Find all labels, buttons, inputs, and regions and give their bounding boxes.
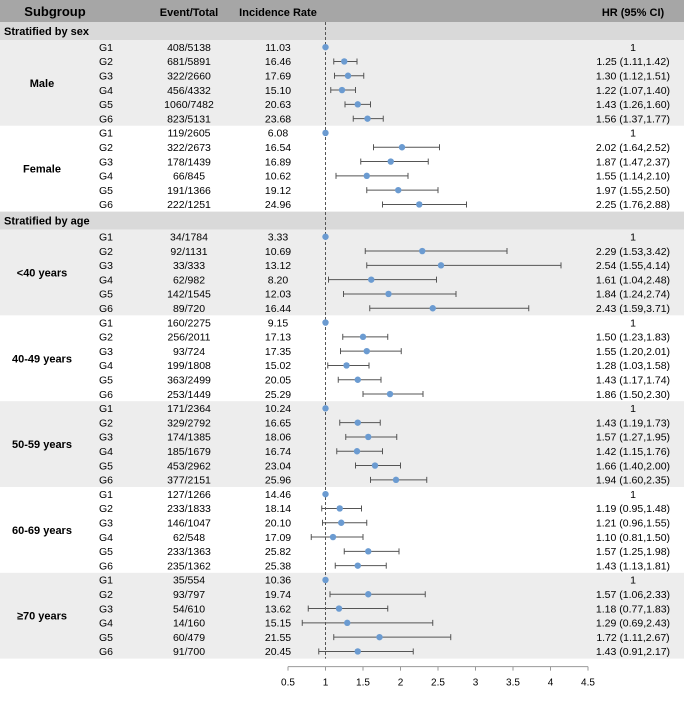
row-incidence-rate: 25.82	[264, 546, 292, 559]
header-bar	[0, 0, 684, 22]
row-hr-text: 1.57 (1.27,1.95)	[595, 431, 671, 444]
row-event-total: 191/1366	[167, 184, 211, 197]
group-label: 50-59 years	[12, 439, 72, 452]
row-group-code: G5	[98, 99, 114, 112]
row-group-code: G1	[98, 488, 114, 501]
hr-point	[364, 173, 370, 179]
row-hr-text: 1.30 (1.12,1.51)	[595, 70, 671, 83]
hr-point	[344, 620, 350, 626]
hr-point	[395, 187, 401, 193]
row-event-total: 823/5131	[167, 113, 211, 126]
row-event-total: 127/1266	[167, 488, 211, 501]
row-group-code: G3	[98, 431, 114, 444]
row-group-code: G4	[98, 360, 114, 373]
row-incidence-rate: 8.20	[267, 274, 289, 287]
row-event-total: 322/2660	[167, 70, 211, 83]
x-tick-label: 1	[322, 677, 329, 689]
x-tick-label: 0.5	[281, 677, 295, 689]
hr-point	[416, 201, 422, 207]
row-hr-text: 1.97 (1.55,2.50)	[595, 184, 671, 197]
row-incidence-rate: 3.33	[267, 231, 289, 244]
row-group-code: G5	[98, 288, 114, 301]
group-label: <40 years	[16, 267, 68, 280]
row-event-total: 456/4332	[167, 84, 211, 97]
row-hr-text: 1.84 (1.24,2.74)	[595, 288, 671, 301]
row-incidence-rate: 16.74	[264, 445, 292, 458]
row-group-code: G2	[98, 245, 114, 258]
event-total-header: Event/Total	[159, 7, 219, 19]
hr-point	[360, 334, 366, 340]
group-label: Male	[29, 77, 55, 90]
row-event-total: 62/982	[172, 274, 206, 287]
row-event-total: 222/1251	[167, 199, 211, 212]
row-event-total: 14/160	[172, 617, 206, 630]
hr-point	[322, 130, 328, 136]
row-hr-text: 1.55 (1.20,2.01)	[595, 345, 671, 358]
row-incidence-rate: 23.68	[264, 113, 292, 126]
hr-point	[322, 491, 328, 497]
hr-point	[355, 562, 361, 568]
row-event-total: 91/700	[172, 646, 206, 659]
row-event-total: 363/2499	[167, 374, 211, 387]
row-group-code: G5	[98, 184, 114, 197]
hr-point	[430, 305, 436, 311]
row-incidence-rate: 23.04	[264, 460, 292, 473]
row-incidence-rate: 25.38	[264, 560, 292, 573]
section-title: Stratified by sex	[4, 26, 89, 38]
row-group-code: G2	[98, 588, 114, 601]
row-hr-text: 2.02 (1.64,2.52)	[595, 141, 671, 154]
row-group-code: G6	[98, 388, 114, 401]
row-hr-text: 1.43 (0.91,2.17)	[595, 646, 671, 659]
hr-point	[372, 462, 378, 468]
hr-point	[339, 87, 345, 93]
x-tick-label: 4	[547, 677, 554, 689]
row-event-total: 408/5138	[167, 41, 211, 54]
row-incidence-rate: 16.44	[264, 302, 292, 315]
hr-point	[355, 419, 361, 425]
row-incidence-rate: 15.15	[264, 617, 292, 630]
row-incidence-rate: 13.12	[264, 260, 292, 273]
hr-point	[438, 262, 444, 268]
row-event-total: 235/1362	[167, 560, 211, 573]
row-event-total: 160/2275	[167, 317, 211, 330]
row-incidence-rate: 10.24	[264, 403, 292, 416]
hr-point	[345, 73, 351, 79]
row-event-total: 60/479	[172, 631, 206, 644]
row-group-code: G4	[98, 617, 114, 630]
row-hr-text: 1.18 (0.77,1.83)	[595, 603, 671, 616]
row-group-code: G3	[98, 517, 114, 530]
row-hr-text: 1.10 (0.81,1.50)	[595, 531, 671, 544]
row-event-total: 681/5891	[167, 56, 211, 69]
row-incidence-rate: 20.45	[264, 646, 292, 659]
row-group-code: G2	[98, 56, 114, 69]
row-incidence-rate: 19.12	[264, 184, 292, 197]
row-group-code: G5	[98, 546, 114, 559]
row-hr-text: 1.57 (1.25,1.98)	[595, 546, 671, 559]
row-group-code: G6	[98, 113, 114, 126]
row-hr-text: 1.50 (1.23,1.83)	[595, 331, 671, 344]
row-hr-text: 2.43 (1.59,3.71)	[595, 302, 671, 315]
hr-point	[355, 648, 361, 654]
row-incidence-rate: 16.46	[264, 56, 292, 69]
x-tick-label: 1.5	[356, 677, 370, 689]
row-group-code: G1	[98, 231, 114, 244]
x-tick-label: 3	[472, 677, 479, 689]
row-event-total: 178/1439	[167, 156, 211, 169]
row-incidence-rate: 10.62	[264, 170, 292, 183]
row-incidence-rate: 20.05	[264, 374, 292, 387]
row-group-code: G1	[98, 317, 114, 330]
hr-point	[355, 377, 361, 383]
incidence-rate-header: Incidence Rate	[239, 7, 317, 19]
row-event-total: 35/554	[172, 574, 206, 587]
hr-point	[336, 605, 342, 611]
row-hr-text: 1.42 (1.15,1.76)	[595, 445, 671, 458]
row-hr-text: 1.29 (0.69,2.43)	[595, 617, 671, 630]
row-incidence-rate: 17.35	[264, 345, 292, 358]
row-group-code: G3	[98, 260, 114, 273]
row-incidence-rate: 20.63	[264, 99, 292, 112]
row-hr-text: 1	[630, 41, 636, 54]
row-hr-text: 1	[630, 317, 636, 330]
row-event-total: 93/797	[172, 588, 206, 601]
row-group-code: G2	[98, 417, 114, 430]
hr-point	[343, 362, 349, 368]
hr-point	[419, 248, 425, 254]
row-group-code: G4	[98, 445, 114, 458]
hr-point	[364, 348, 370, 354]
row-event-total: 322/2673	[167, 141, 211, 154]
row-incidence-rate: 20.10	[264, 517, 292, 530]
row-group-code: G6	[98, 302, 114, 315]
row-event-total: 329/2792	[167, 417, 211, 430]
hr-point	[387, 391, 393, 397]
row-event-total: 34/1784	[170, 231, 208, 244]
row-group-code: G1	[98, 127, 114, 140]
row-hr-text: 1	[630, 127, 636, 140]
row-event-total: 377/2151	[167, 474, 211, 487]
row-hr-text: 1	[630, 403, 636, 416]
row-incidence-rate: 18.06	[264, 431, 292, 444]
row-hr-text: 1.66 (1.40,2.00)	[595, 460, 671, 473]
row-incidence-rate: 19.74	[264, 588, 292, 601]
hr-point	[399, 144, 405, 150]
row-group-code: G5	[98, 631, 114, 644]
row-hr-text: 1.94 (1.60,2.35)	[595, 474, 671, 487]
row-group-code: G6	[98, 199, 114, 212]
row-incidence-rate: 15.10	[264, 84, 292, 97]
row-group-code: G2	[98, 141, 114, 154]
section-bar	[0, 22, 684, 40]
group-label: Female	[23, 163, 61, 176]
row-incidence-rate: 16.65	[264, 417, 292, 430]
hr-point	[330, 534, 336, 540]
row-group-code: G1	[98, 41, 114, 54]
row-incidence-rate: 21.55	[264, 631, 292, 644]
row-group-code: G4	[98, 170, 114, 183]
row-group-code: G2	[98, 503, 114, 516]
hr-point	[365, 434, 371, 440]
row-group-code: G4	[98, 274, 114, 287]
row-event-total: 171/2364	[167, 403, 211, 416]
row-incidence-rate: 17.09	[264, 531, 292, 544]
hr-point	[364, 115, 370, 121]
row-hr-text: 1.28 (1.03,1.58)	[595, 360, 671, 373]
hr-point	[368, 276, 374, 282]
row-incidence-rate: 15.02	[264, 360, 292, 373]
row-hr-text: 2.25 (1.76,2.88)	[595, 199, 671, 212]
row-hr-text: 1.19 (0.95,1.48)	[595, 503, 671, 516]
x-tick-label: 4.5	[581, 677, 595, 689]
row-group-code: G3	[98, 603, 114, 616]
row-group-code: G2	[98, 331, 114, 344]
hr-point	[338, 520, 344, 526]
row-event-total: 185/1679	[167, 445, 211, 458]
x-tick-label: 2	[397, 677, 404, 689]
x-tick-label: 3.5	[506, 677, 520, 689]
row-group-code: G6	[98, 474, 114, 487]
hr-point	[365, 548, 371, 554]
row-hr-text: 1.43 (1.13,1.81)	[595, 560, 671, 573]
hr-point	[385, 291, 391, 297]
row-hr-text: 1.72 (1.11,2.67)	[596, 631, 670, 644]
group-label: ≥70 years	[16, 610, 68, 623]
row-hr-text: 1.56 (1.37,1.77)	[595, 113, 671, 126]
hr-point	[322, 405, 328, 411]
row-group-code: G3	[98, 70, 114, 83]
row-incidence-rate: 14.46	[264, 488, 292, 501]
row-incidence-rate: 25.96	[264, 474, 292, 487]
hr-point	[337, 505, 343, 511]
row-incidence-rate: 16.89	[264, 156, 292, 169]
hr-point	[393, 477, 399, 483]
row-incidence-rate: 13.62	[264, 603, 292, 616]
row-hr-text: 1.43 (1.17,1.74)	[595, 374, 671, 387]
row-group-code: G5	[98, 374, 114, 387]
row-event-total: 89/720	[172, 302, 206, 315]
row-incidence-rate: 17.13	[264, 331, 292, 344]
row-event-total: 256/2011	[167, 331, 211, 344]
row-event-total: 199/1808	[167, 360, 211, 373]
section-title: Stratified by age	[4, 215, 90, 228]
hr-point	[341, 58, 347, 64]
hr-point	[354, 448, 360, 454]
row-incidence-rate: 11.03	[265, 41, 291, 54]
row-group-code: G3	[98, 345, 114, 358]
hr-point	[322, 234, 328, 240]
row-hr-text: 1	[630, 488, 636, 501]
row-hr-text: 1.25 (1.11,1.42)	[596, 56, 670, 69]
row-incidence-rate: 24.96	[264, 199, 292, 212]
row-group-code: G1	[98, 574, 114, 587]
row-incidence-rate: 10.36	[264, 574, 292, 587]
row-event-total: 453/2962	[167, 460, 211, 473]
row-event-total: 54/610	[172, 603, 206, 616]
hr-point	[388, 158, 394, 164]
group-label: 40-49 years	[12, 353, 72, 366]
row-incidence-rate: 6.08	[267, 127, 289, 140]
row-event-total: 174/1385	[167, 431, 211, 444]
row-incidence-rate: 12.03	[264, 288, 292, 301]
row-incidence-rate: 16.54	[264, 141, 292, 154]
row-hr-text: 2.29 (1.53,3.42)	[595, 245, 671, 258]
row-event-total: 119/2605	[167, 127, 211, 140]
row-hr-text: 1.43 (1.19,1.73)	[595, 417, 671, 430]
row-event-total: 233/1363	[167, 546, 211, 559]
row-incidence-rate: 17.69	[264, 70, 292, 83]
row-hr-text: 1	[630, 574, 636, 587]
subgroup-header: Subgroup	[24, 4, 86, 19]
row-hr-text: 1	[630, 231, 636, 244]
row-incidence-rate: 25.29	[264, 388, 292, 401]
row-event-total: 33/333	[172, 260, 206, 273]
row-event-total: 146/1047	[167, 517, 211, 530]
row-hr-text: 1.86 (1.50,2.30)	[595, 388, 671, 401]
hr-point	[365, 591, 371, 597]
row-hr-text: 1.87 (1.47,2.37)	[595, 156, 671, 169]
row-event-total: 62/548	[172, 531, 206, 544]
row-incidence-rate: 18.14	[264, 503, 292, 516]
hr-point	[355, 101, 361, 107]
row-incidence-rate: 10.69	[264, 245, 292, 258]
row-group-code: G3	[98, 156, 114, 169]
hr-point	[322, 44, 328, 50]
row-hr-text: 1.21 (0.96,1.55)	[595, 517, 671, 530]
row-hr-text: 1.61 (1.04,2.48)	[595, 274, 671, 287]
row-event-total: 233/1833	[167, 503, 211, 516]
row-hr-text: 2.54 (1.55,4.14)	[595, 260, 671, 273]
row-hr-text: 1.57 (1.06,2.33)	[595, 588, 671, 601]
row-group-code: G6	[98, 560, 114, 573]
hr-point	[322, 319, 328, 325]
x-tick-label: 2.5	[431, 677, 445, 689]
row-group-code: G5	[98, 460, 114, 473]
row-group-code: G4	[98, 84, 114, 97]
row-hr-text: 1.43 (1.26,1.60)	[595, 99, 671, 112]
row-event-total: 93/724	[172, 345, 206, 358]
row-event-total: 66/845	[172, 170, 206, 183]
row-group-code: G6	[98, 646, 114, 659]
row-incidence-rate: 9.15	[267, 317, 289, 330]
row-group-code: G4	[98, 531, 114, 544]
hr-point	[376, 634, 382, 640]
row-event-total: 142/1545	[167, 288, 211, 301]
group-label: 60-69 years	[12, 524, 72, 537]
row-group-code: G1	[98, 403, 114, 416]
row-hr-text: 1.22 (1.07,1.40)	[595, 84, 671, 97]
row-event-total: 253/1449	[167, 388, 211, 401]
hr-header: HR (95% CI)	[601, 7, 665, 19]
row-hr-text: 1.55 (1.14,2.10)	[595, 170, 671, 183]
hr-point	[322, 577, 328, 583]
section-bar	[0, 212, 684, 230]
row-event-total: 92/1131	[170, 245, 208, 258]
row-event-total: 1060/7482	[164, 99, 214, 112]
